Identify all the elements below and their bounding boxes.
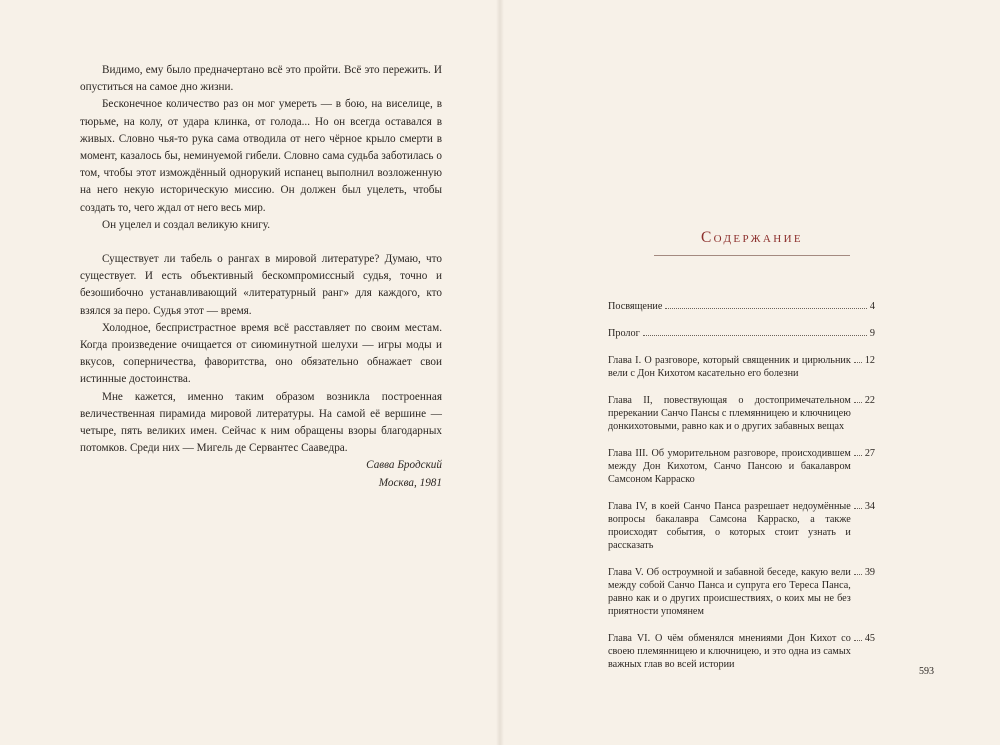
toc-entry[interactable] — [608, 300, 875, 313]
toc-entry-text: Глава II, повествующая о достопримечательном пререкании Санчо Пансы с племянницею и ключницею донкихотовыми, равно как и о других забавных вещах — [608, 395, 851, 432]
toc-entry-page: 39 — [864, 567, 875, 578]
toc-entry-page: 22 — [864, 395, 875, 406]
toc-entry[interactable] — [608, 500, 875, 552]
toc-leader — [854, 362, 862, 363]
toc-leader — [854, 574, 862, 575]
toc-entry-page: 27 — [864, 448, 875, 459]
paragraph: Он уцелел и создал великую книгу. — [102, 218, 271, 231]
toc-entry-page: 9 — [869, 328, 875, 339]
toc-entry-page: 12 — [864, 355, 875, 366]
toc-entry-text: Глава III. Об уморительном разговоре, происходившем между Дон Кихотом, Санчо Пансою и бакалавром Самсоном Карраско — [608, 448, 851, 485]
toc-entry[interactable] — [608, 394, 875, 433]
right-page — [500, 0, 1000, 745]
toc-entry-text: Глава I. О разговоре, который священник и цирюльник вели с Дон Кихотом касательно его болезни — [608, 355, 851, 379]
paragraph: Существует ли табель о рангах в мировой литературе? Думаю, что существует. И есть объективный бескомпромиссный судья, точно и безошибочно устанавливающий «литературный ранг» для каждого, кто взялся за перо. Судья этот — время. — [80, 253, 442, 317]
toc-entry-text: Глава IV, в коей Санчо Панса разрешает недоумённые вопросы бакалавра Самсона Карраско, а также происходят события, о которых стоит узнать и рассказать — [608, 501, 851, 551]
toc-entry[interactable] — [608, 327, 875, 340]
toc-entry-page: 45 — [864, 633, 875, 644]
toc-entry-text: Пролог — [608, 328, 640, 339]
signature-place: Москва, 1981 — [378, 476, 442, 489]
toc-entry-text: Глава V. Об остроумной и забавной беседе, какую вели между собой Санчо Панса и супруга его Тереса Панса, равно как и о других происшествиях, о коих мы не без приятности упомянем — [608, 567, 851, 617]
toc-leader — [854, 640, 862, 641]
toc-divider — [654, 255, 850, 256]
paragraph: Холодное, беспристрастное время всё расставляет по своим местам. Когда произведение очищается от сиюминутной шелухи — игры моды и вкусов, соперничества, фаворитства, оно обязательно обнажает свои истинные достоинства. — [80, 321, 442, 386]
toc-entry-page: 34 — [864, 501, 875, 512]
toc-entry[interactable] — [608, 354, 875, 380]
toc-leader — [643, 335, 867, 336]
toc-leader — [665, 308, 867, 309]
toc-entry-text: Глава VI. О чём обменялся мнениями Дон Кихот со своею племянницею и ключницею, и это одна из самых важных глав во всей истории — [608, 633, 851, 670]
table-of-contents — [608, 300, 875, 685]
toc-leader — [854, 508, 862, 509]
toc-leader — [854, 402, 862, 403]
toc-entry[interactable] — [608, 632, 875, 671]
afterword-text — [80, 62, 442, 492]
toc-leader — [854, 455, 862, 456]
signature-name: Савва Бродский — [366, 459, 442, 472]
section-gap — [80, 234, 442, 251]
page-number: 593 — [919, 666, 934, 677]
toc-entry-page: 4 — [869, 301, 875, 312]
toc-title: Содержание — [700, 229, 804, 246]
toc-entry[interactable] — [608, 566, 875, 618]
paragraph: Бесконечное количество раз он мог умереть — в бою, на виселице, в тюрьме, на колу, от удара клинка, от голода... Но он всегда оставался в живых. Словно чья-то рука сама отводила от него чёрное крыло смерти в момент, казалось бы, неминуемой гибели. Словно сама судьба заботилась о том, чтобы этот измождённый однорукий испанец выполнил возложенную на него некую историческую миссию. Он должен был уцелеть, чтобы создать то, чего ждал от него весь мир. — [80, 98, 442, 214]
toc-entry[interactable] — [608, 447, 875, 486]
paragraph: Мне кажется, именно таким образом возникла построенная величественная пирамида мировой литературы. На самой её вершине — четыре, пять великих имен. Сейчас к ним обращены взоры благодарных потомков. Среди них — Мигель де Сервантес Сааведра. — [80, 390, 442, 455]
toc-entry-text: Посвящение — [608, 301, 663, 312]
paragraph: Видимо, ему было предначертано всё это пройти. Всё это пережить. И опуститься на самое дно жизни. — [80, 64, 442, 94]
